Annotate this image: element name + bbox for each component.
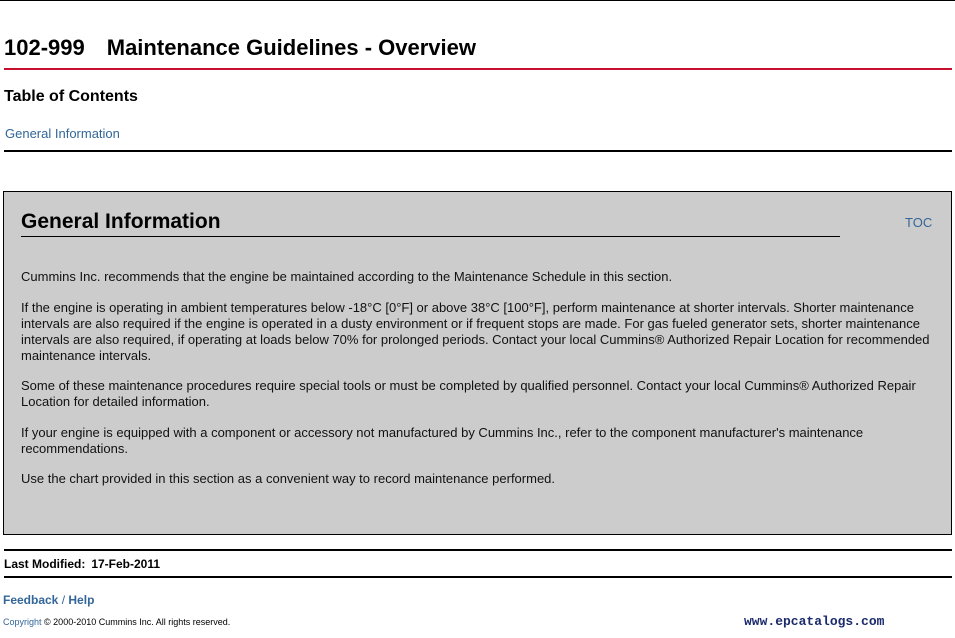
feedback-help-links — [3, 593, 94, 607]
page-title — [4, 35, 476, 61]
watermark: www.epcatalogs.com — [744, 614, 885, 629]
footer-divider-bottom — [4, 576, 952, 578]
footer-divider-top — [4, 549, 952, 551]
doc-title: Maintenance Guidelines - Overview — [106, 35, 476, 60]
copyright-text: © 2000-2010 Cummins Inc. All rights reserved. — [44, 617, 231, 627]
help-link[interactable]: Help — [68, 593, 95, 607]
doc-code: 102-999 — [4, 35, 85, 60]
paragraph-temperature-intervals: If the engine is operating in ambient temperatures below -18°C [0°F] or above 38°C [100°F], perform maintenance at shorter intervals. Shorter maintenance intervals are also required if the engine is operated in a dusty environment or if frequent stops are made. For gas fueled generator sets, shorter maintenance intervals are also required, if operating at loads below 70% for prolonged periods. Contact your local Cummins® Authorized Repair Location for recommended maintenance intervals. — [21, 300, 930, 363]
toc-heading: Table of Contents — [4, 88, 138, 105]
last-modified-label: Last Modified: — [4, 557, 86, 571]
paragraph-maintenance-schedule: Cummins Inc. recommends that the engine be maintained according to the Maintenance Schedule in this section. — [21, 269, 673, 284]
paragraph-special-tools: Some of these maintenance procedures require special tools or must be completed by qualified personnel. Contact your local Cummins® Authorized Repair Location for detailed information. — [21, 378, 916, 409]
section-title: General Information — [21, 210, 221, 233]
paragraph-third-party-components: If your engine is equipped with a component or accessory not manufactured by Cummins Inc., refer to the component manufacturer's maintenance recommendations. — [21, 425, 864, 456]
toc-divider — [4, 150, 952, 152]
last-modified-date: 17-Feb-2011 — [91, 557, 161, 571]
section-title-underline — [21, 236, 840, 237]
back-to-toc-link[interactable]: TOC — [905, 215, 933, 230]
paragraph-maintenance-chart: Use the chart provided in this section as a convenient way to record maintenance performed. — [21, 471, 556, 486]
link-separator: / — [61, 593, 66, 607]
title-divider — [4, 68, 952, 70]
top-divider — [0, 0, 955, 1]
copyright-notice — [3, 617, 230, 627]
feedback-link[interactable]: Feedback — [3, 593, 59, 607]
toc-link-general-information[interactable]: General Information — [5, 126, 120, 141]
copyright-word: Copyright — [3, 617, 42, 627]
general-information-section — [3, 191, 952, 535]
last-modified — [4, 557, 160, 571]
